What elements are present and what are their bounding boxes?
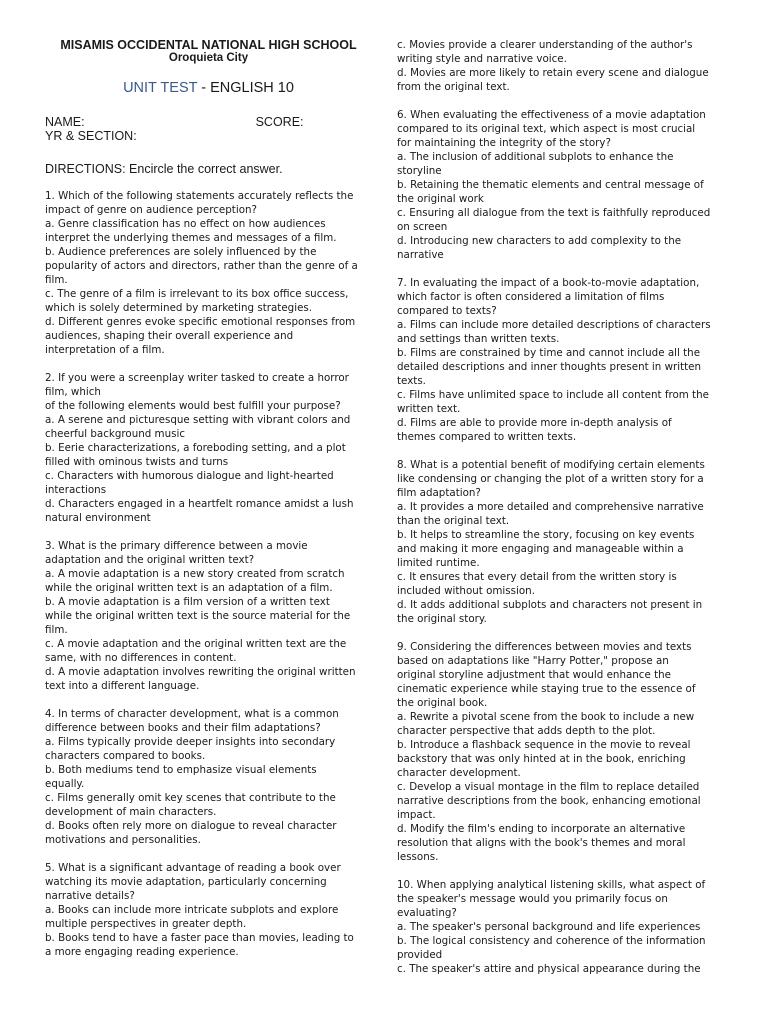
question-line: original storyline adjustment that would enhance the: [397, 669, 671, 681]
question-line: 4. In terms of character development, what is a common: [45, 708, 339, 720]
question-line: natural environment: [45, 512, 151, 524]
right-questions: [397, 38, 725, 976]
question-line: character development.: [397, 767, 521, 779]
question-line: 1. Which of the following statements accurately reflects the: [45, 190, 354, 202]
question-line: film.: [45, 624, 68, 636]
question-line: popularity of actors and directors, rather than the genre of a: [45, 260, 358, 272]
question-line: c. Films generally omit key scenes that contribute to the: [45, 792, 336, 804]
question-line: narrative details?: [45, 890, 135, 902]
question-line: writing style and narrative voice.: [397, 53, 567, 65]
question-line: same, with no differences in content.: [45, 652, 237, 664]
right-column: [397, 38, 725, 976]
question-line: d. Characters engaged in a heartfelt romance amidst a lush: [45, 498, 354, 510]
question-line: the original story.: [397, 613, 487, 625]
question-line: characters compared to books.: [45, 750, 206, 762]
question-block: [397, 38, 725, 94]
question-line: a. It provides a more detailed and comprehensive narrative: [397, 501, 704, 513]
question-line: on screen: [397, 221, 448, 233]
question-line: filled with ominous twists and turns: [45, 456, 229, 468]
question-line: 5. What is a significant advantage of reading a book over: [45, 862, 341, 874]
question-line: while the original written text is the source material for the: [45, 610, 351, 622]
question-line: compared to texts?: [397, 305, 497, 317]
question-block: [397, 276, 725, 444]
student-fields: [45, 115, 372, 143]
unit-test-subject: - ENGLISH 10: [197, 80, 294, 96]
question-line: storyline: [397, 165, 442, 177]
question-line: 10. When applying analytical listening skills, what aspect of: [397, 879, 706, 891]
question-line: interpret the underlying themes and messages of a film.: [45, 232, 337, 244]
question-line: included without omission.: [397, 585, 535, 597]
question-line: b. It helps to streamline the story, focusing on key events: [397, 529, 695, 541]
question-line: b. Films are constrained by time and cannot include all the: [397, 347, 701, 359]
question-line: the original book.: [397, 697, 488, 709]
directions: DIRECTIONS: Encircle the correct answer.: [45, 162, 283, 176]
question-line: interpretation of a film.: [45, 344, 165, 356]
question-line: multiple perspectives in greater depth.: [45, 918, 247, 930]
question-line: development of main characters.: [45, 806, 217, 818]
question-line: impact.: [397, 809, 436, 821]
question-line: provided: [397, 949, 443, 961]
question-line: like condensing or changing the plot of a written story for a: [397, 473, 704, 485]
question-line: d. Movies are more likely to retain every scene and dialogue: [397, 67, 709, 79]
question-line: d. A movie adaptation involves rewriting the original written: [45, 666, 356, 678]
question-line: a. Genre classification has no effect on how audiences: [45, 218, 326, 230]
question-line: d. Introducing new characters to add complexity to the: [397, 235, 682, 247]
question-line: d. Different genres evoke specific emotional responses from: [45, 316, 356, 328]
score-label: SCORE:: [255, 115, 304, 129]
question-line: themes compared to written texts.: [397, 431, 577, 443]
question-line: interactions: [45, 484, 107, 496]
question-line: b. Audience preferences are solely influenced by the: [45, 246, 317, 258]
question-line: resolution that aligns with the book's themes and moral: [397, 837, 686, 849]
question-line: c. The speaker's attire and physical appearance during the: [397, 963, 701, 975]
question-line: of the following elements would best fulfill your purpose?: [45, 400, 341, 412]
section-label: YR & SECTION:: [45, 129, 137, 143]
question-block: [397, 878, 725, 976]
question-line: for maintaining the integrity of the story?: [397, 137, 611, 149]
question-line: b. Introduce a flashback sequence in the movie to reveal: [397, 739, 691, 751]
question-line: written text.: [397, 403, 461, 415]
question-line: film, which: [45, 386, 101, 398]
question-line: d. Films are able to provide more in-depth analysis of: [397, 417, 672, 429]
question-line: narrative: [397, 249, 444, 261]
question-line: equally.: [45, 778, 85, 790]
name-label: NAME:: [45, 115, 85, 129]
question-line: while the original written text is an adaptation of a film.: [45, 582, 333, 594]
question-line: c. Films have unlimited space to include all content from the: [397, 389, 709, 401]
question-line: evaluating?: [397, 907, 457, 919]
question-line: cheerful background music: [45, 428, 185, 440]
question-line: b. The logical consistency and coherence of the information: [397, 935, 706, 947]
question-line: a. The speaker's personal background and life experiences: [397, 921, 701, 933]
question-line: a. Films can include more detailed descriptions of characters: [397, 319, 711, 331]
question-line: difference between books and their film adaptations?: [45, 722, 321, 734]
question-line: a. A movie adaptation is a new story created from scratch: [45, 568, 345, 580]
left-column: [45, 38, 372, 959]
question-line: which is solely determined by marketing strategies.: [45, 302, 313, 314]
question-line: film adaptation?: [397, 487, 481, 499]
unit-test-title: [45, 80, 372, 97]
left-questions: [45, 189, 372, 959]
question-line: the speaker's message would you primarily focus on: [397, 893, 668, 905]
question-line: a. A serene and picturesque setting with vibrant colors and: [45, 414, 351, 426]
question-line: d. Modify the film's ending to incorporate an alternative: [397, 823, 686, 835]
question-line: b. Eerie characterizations, a foreboding setting, and a plot: [45, 442, 346, 454]
question-line: c. Movies provide a clearer understanding of the author's: [397, 39, 693, 51]
question-line: watching its movie adaptation, particularly concerning: [45, 876, 327, 888]
question-line: 8. What is a potential benefit of modifying certain elements: [397, 459, 705, 471]
question-line: compared to its original text, which aspect is most crucial: [397, 123, 696, 135]
question-line: backstory that was only hinted at in the book, enriching: [397, 753, 686, 765]
question-line: lessons.: [397, 851, 439, 863]
question-block: [45, 189, 372, 357]
unit-test-label: UNIT TEST: [123, 80, 198, 96]
question-line: motivations and personalities.: [45, 834, 201, 846]
question-line: b. A movie adaptation is a film version of a written text: [45, 596, 330, 608]
question-line: c. Develop a visual montage in the film to replace detailed: [397, 781, 700, 793]
question-line: a. Books can include more intricate subplots and explore: [45, 904, 339, 916]
question-line: 7. In evaluating the impact of a book-to-movie adaptation,: [397, 277, 700, 289]
question-line: based on adaptations like "Harry Potter," propose an: [397, 655, 669, 667]
question-block: [397, 640, 725, 864]
question-line: narrative descriptions from the book, enhancing emotional: [397, 795, 701, 807]
question-line: film.: [45, 274, 68, 286]
question-line: 6. When evaluating the effectiveness of a movie adaptation: [397, 109, 706, 121]
question-line: texts.: [397, 375, 426, 387]
question-line: d. It adds additional subplots and characters not present in: [397, 599, 703, 611]
question-line: impact of genre on audience perception?: [45, 204, 257, 216]
question-line: limited runtime.: [397, 557, 480, 569]
question-line: a more engaging reading experience.: [45, 946, 239, 958]
question-line: detailed descriptions and inner thoughts present in written: [397, 361, 702, 373]
question-line: d. Books often rely more on dialogue to reveal character: [45, 820, 337, 832]
question-line: a. Films typically provide deeper insights into secondary: [45, 736, 336, 748]
question-line: character perspective that adds depth to the plot.: [397, 725, 656, 737]
question-block: [45, 707, 372, 847]
question-line: than the original text.: [397, 515, 510, 527]
question-line: b. Books tend to have a faster pace than movies, leading to: [45, 932, 354, 944]
question-line: a. The inclusion of additional subplots to enhance the: [397, 151, 674, 163]
question-block: [45, 371, 372, 525]
question-line: and making it more engaging and manageable within a: [397, 543, 684, 555]
school-name: MISAMIS OCCIDENTAL NATIONAL HIGH SCHOOL: [60, 38, 357, 52]
school-city: Oroquieta City: [168, 52, 249, 64]
question-line: the original work: [397, 193, 484, 205]
question-line: from the original text.: [397, 81, 510, 93]
question-line: b. Retaining the thematic elements and central message of: [397, 179, 704, 191]
question-line: c. Characters with humorous dialogue and light-hearted: [45, 470, 334, 482]
question-line: c. The genre of a film is irrelevant to its box office success,: [45, 288, 349, 300]
question-line: audiences, shaping their overall experience and: [45, 330, 294, 342]
question-line: 9. Considering the differences between movies and texts: [397, 641, 692, 653]
question-line: and settings than written texts.: [397, 333, 560, 345]
question-line: text into a different language.: [45, 680, 200, 692]
question-line: c. A movie adaptation and the original written text are the: [45, 638, 347, 650]
question-line: which factor is often considered a limitation of films: [397, 291, 665, 303]
question-line: cinematic experience while staying true to the essence of: [397, 683, 696, 695]
question-block: [45, 539, 372, 693]
question-line: adaptation and the original written text?: [45, 554, 255, 566]
question-block: [397, 458, 725, 626]
question-line: c. It ensures that every detail from the written story is: [397, 571, 677, 583]
question-line: 2. If you were a screenplay writer tasked to create a horror: [45, 372, 349, 384]
question-line: a. Rewrite a pivotal scene from the book to include a new: [397, 711, 695, 723]
question-block: [397, 108, 725, 262]
question-line: c. Ensuring all dialogue from the text is faithfully reproduced: [397, 207, 711, 219]
question-line: b. Both mediums tend to emphasize visual elements: [45, 764, 317, 776]
question-line: 3. What is the primary difference between a movie: [45, 540, 308, 552]
question-block: [45, 861, 372, 959]
